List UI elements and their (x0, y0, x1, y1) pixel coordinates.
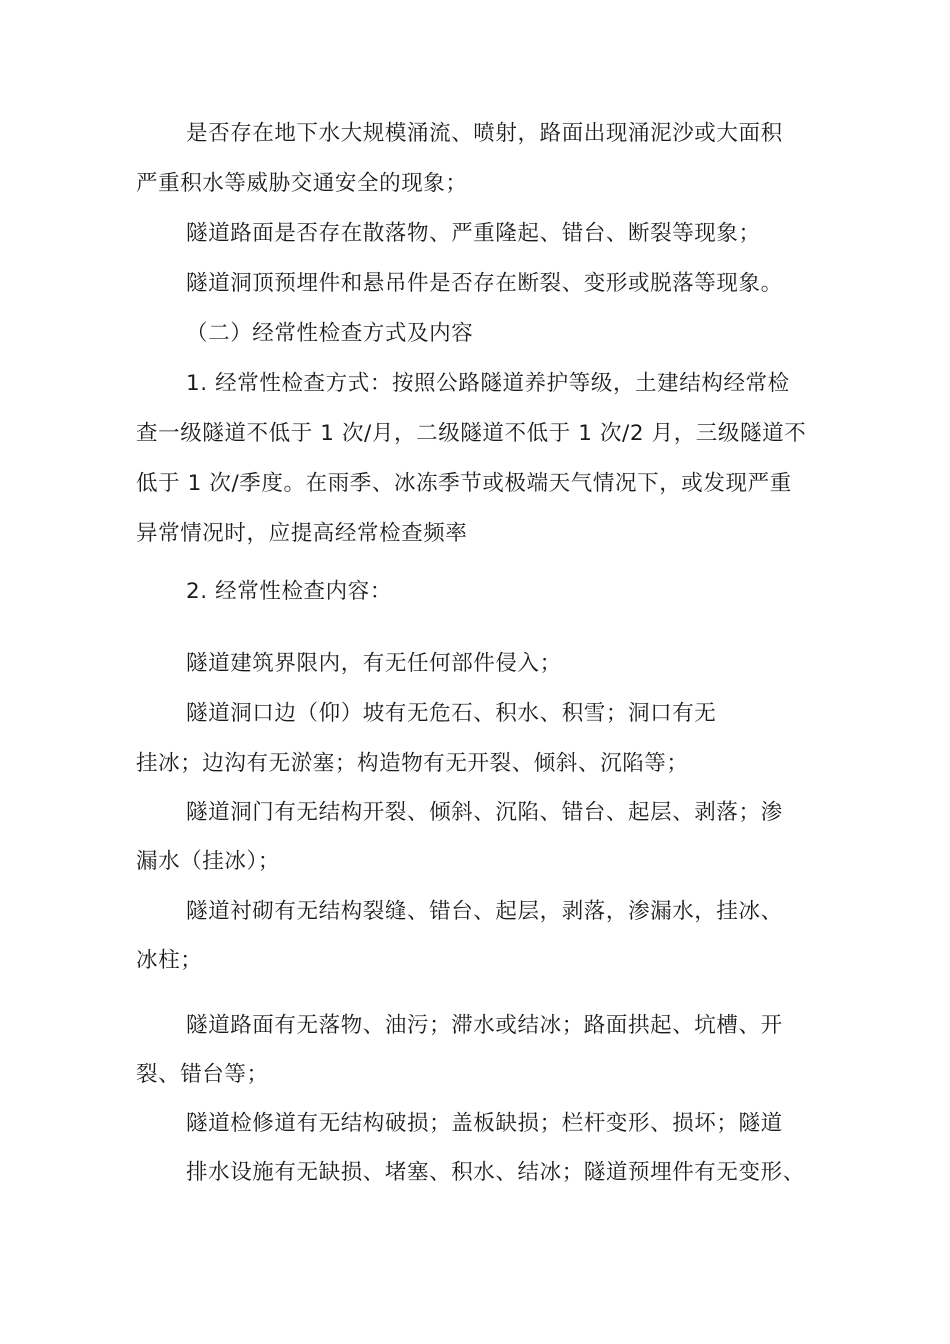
paragraph-line: 隧道建筑界限内，有无任何部件侵入； (186, 651, 562, 676)
paragraph-line: 隧道路面有无落物、油污；滞水或结冰；路面拱起、坑槽、开 (186, 1013, 783, 1038)
paragraph-line: 隧道衬砌有无结构裂缝、错台、起层，剥落，渗漏水，挂冰、 (186, 899, 783, 924)
paragraph-line: 隧道洞顶预埋件和悬吊件是否存在断裂、变形或脱落等现象。 (186, 271, 783, 296)
paragraph-line: 异常情况时，应提高经常检查频率 (136, 521, 468, 546)
paragraph-line: 查一级隧道不低于 1 次/月，二级隧道不低于 1 次/2 月，三级隧道不 (136, 421, 807, 446)
paragraph-line: 隧道检修道有无结构破损；盖板缺损；栏杆变形、损坏；隧道 (186, 1111, 783, 1136)
paragraph-line: 冰柱； (136, 948, 203, 973)
paragraph-line: 严重积水等威胁交通安全的现象； (136, 171, 468, 196)
paragraph-line: 隧道洞门有无结构开裂、倾斜、沉陷、错台、起层、剥落；渗 (186, 800, 783, 825)
paragraph-line: 1. 经常性检查方式：按照公路隧道养护等级，土建结构经常检 (186, 371, 790, 396)
section-heading: （二）经常性检查方式及内容 (186, 321, 474, 346)
subsection-heading: 2. 经常性检查内容： (186, 579, 392, 604)
paragraph-line: 是否存在地下水大规模涌流、喷射，路面出现涌泥沙或大面积 (186, 121, 783, 146)
paragraph-line: 排水设施有无缺损、堵塞、积水、结冰；隧道预埋件有无变形、 (186, 1160, 805, 1185)
paragraph-line: 低于 1 次/季度。在雨季、冰冻季节或极端天气情况下，或发现严重 (136, 471, 792, 496)
paragraph-line: 隧道路面是否存在散落物、严重隆起、错台、断裂等现象； (186, 221, 761, 246)
paragraph-line: 裂、错台等； (136, 1062, 269, 1087)
paragraph-line: 漏水（挂冰）； (136, 849, 280, 874)
paragraph-line: 挂冰；边沟有无淤塞；构造物有无开裂、倾斜、沉陷等； (136, 751, 689, 776)
paragraph-line: 隧道洞口边（仰）坡有无危石、积水、积雪；洞口有无 (186, 701, 717, 726)
